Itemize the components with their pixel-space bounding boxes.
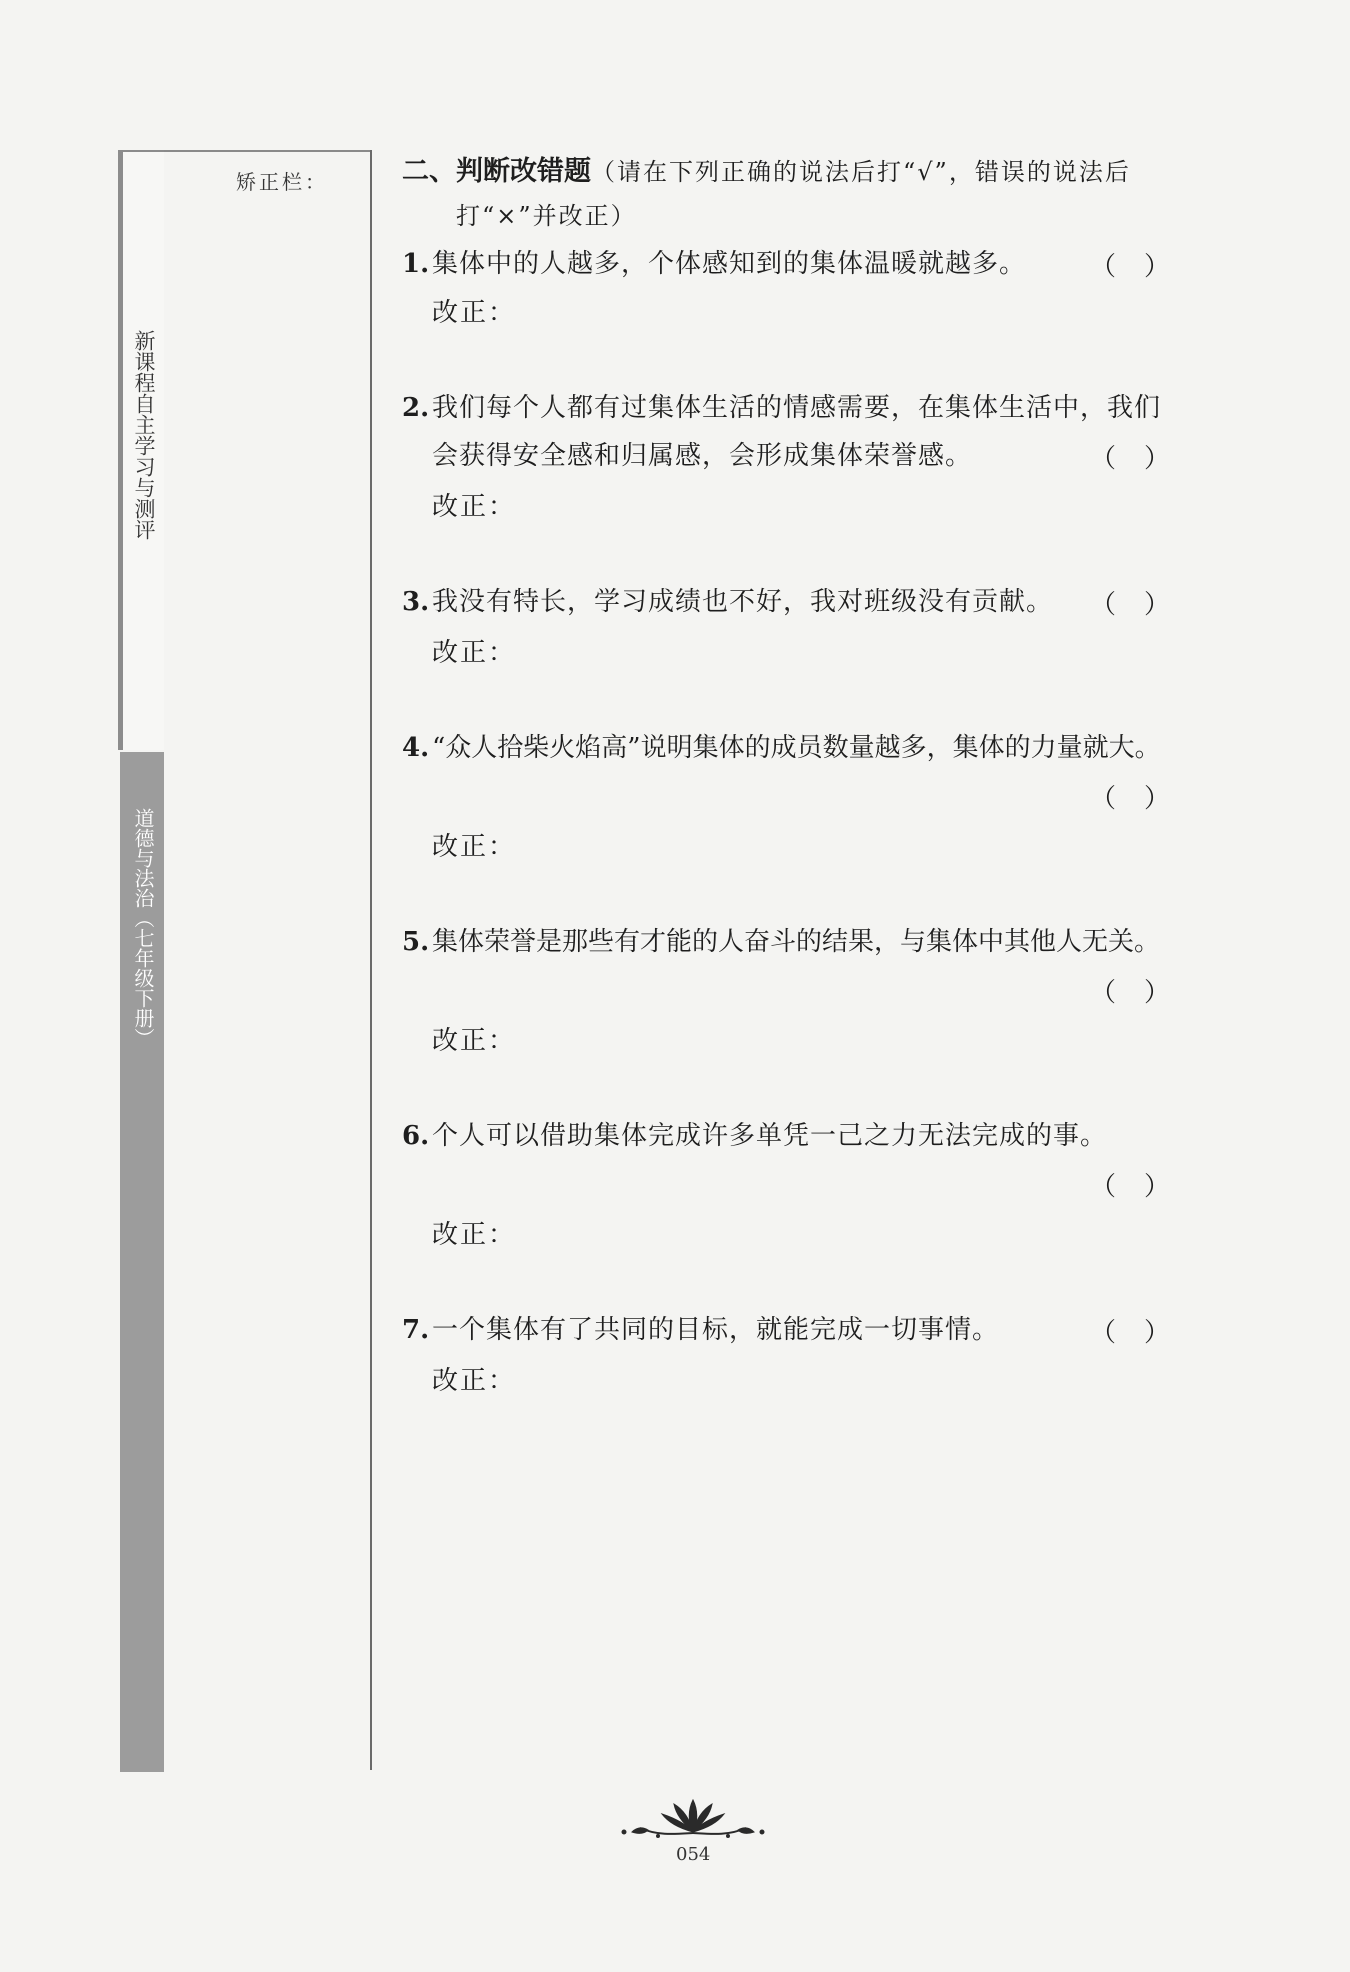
answer-blank-1[interactable]: （ ） (1090, 252, 1170, 282)
correction-column-top-border (164, 150, 372, 152)
question-text: 一个集体有了共同的目标，就能完成一切事情。 (432, 1315, 1000, 1345)
floral-ornament-icon (618, 1792, 768, 1842)
correction-line-4[interactable]: 改正： (432, 832, 517, 862)
question-text: 我没有特长，学习成绩也不好，我对班级没有贡献。 (432, 587, 1054, 617)
correction-line-2[interactable]: 改正： (432, 492, 517, 522)
subject-title: 道德与法治（七年级下册） (131, 808, 155, 1048)
answer-blank-5[interactable]: （ ） (1090, 978, 1170, 1008)
correction-line-6[interactable]: 改正： (432, 1220, 517, 1250)
question-text: 集体中的人越多，个体感知到的集体温暖就越多。 (432, 249, 1027, 279)
question-6 (402, 1112, 1202, 1160)
answer-blank-3[interactable]: （ ） (1090, 590, 1170, 620)
page-number: 054 (676, 1844, 711, 1865)
section-instruction: （请在下列正确的说法后打“√”，错误的说法后 (591, 158, 1131, 186)
question-text: 集体荣誉是那些有才能的人奋斗的结果，与集体中其他人无关。 (432, 927, 1161, 957)
answer-blank-6[interactable]: （ ） (1090, 1172, 1170, 1202)
answer-blank-7[interactable]: （ ） (1090, 1318, 1170, 1348)
correction-line-1[interactable]: 改正： (432, 298, 517, 328)
section-title: 二、判断改错题 (402, 156, 591, 187)
section-instruction-continued: 打“×”并改正） (456, 202, 637, 230)
question-text: 个人可以借助集体完成许多单凭一己之力无法完成的事。 (432, 1121, 1108, 1151)
question-2 (402, 384, 1202, 432)
question-5 (402, 918, 1222, 966)
series-title: 新课程自主学习与测评 (132, 330, 156, 540)
question-text: “众人拾柴火焰高”说明集体的成员数量越多，集体的力量就大。 (432, 733, 1161, 763)
question-text: 我们每个人都有过集体生活的情感需要，在集体生活中，我们 (432, 393, 1162, 423)
question-number: 1. (402, 249, 430, 279)
correction-column-divider (370, 150, 372, 1770)
question-text: 会获得安全感和归属感，会形成集体荣誉感。 (432, 441, 973, 471)
question-3 (402, 578, 1202, 626)
question-7 (402, 1306, 1202, 1354)
section-heading (402, 148, 1192, 196)
question-number: 3. (402, 587, 430, 617)
correction-column-label: 矫正栏： (236, 170, 328, 194)
answer-blank-4[interactable]: （ ） (1090, 784, 1170, 814)
question-number: 6. (402, 1121, 430, 1151)
question-4 (402, 724, 1222, 772)
correction-line-7[interactable]: 改正： (432, 1366, 517, 1396)
question-1 (402, 240, 1202, 288)
answer-blank-2[interactable]: （ ） (1090, 444, 1170, 474)
question-number: 5. (402, 927, 430, 957)
correction-line-5[interactable]: 改正： (432, 1026, 517, 1056)
question-number: 4. (402, 733, 430, 763)
correction-line-3[interactable]: 改正： (432, 638, 517, 668)
question-number: 2. (402, 393, 430, 423)
question-number: 7. (402, 1315, 430, 1345)
